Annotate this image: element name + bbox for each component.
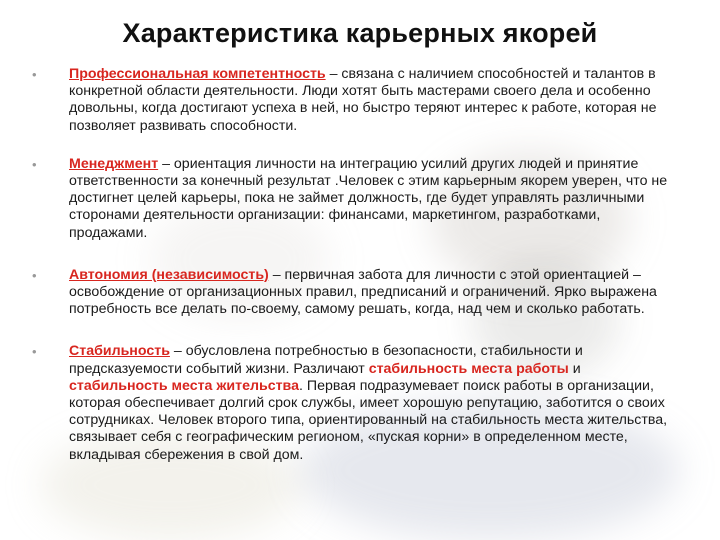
term-professional: Профессиональная компетентность <box>69 66 326 82</box>
bullet-icon: • <box>32 267 37 283</box>
list-item <box>32 156 672 242</box>
list-item <box>32 343 672 463</box>
bullet-icon: • <box>32 67 37 82</box>
item-text: . Первая подразумевает поиск работы в организации, которая обеспечивает долгий срок службы, имеет хорошую репутацию, заботится о своих сотрудниках. Человек второго типа, ориентированный на стабильность места жительства, связывает себя с географическим регионом, «пуская корни» в определенном месте, вкладывая сбережения в свой дом. <box>69 377 668 463</box>
list-item <box>32 66 672 135</box>
term-management: Менеджмент <box>69 155 159 172</box>
item-text: – первичная забота для личности с этой ориентацией – освобождение от организационных правил, предписаний и ограничений. Ярко выражена потребность все делать по-своему, самому решать, когда, над чем и сколько работать. <box>69 266 657 318</box>
anchor-list <box>32 66 672 464</box>
page-title: Характеристика карьерных якорей <box>122 18 598 48</box>
item-text: и <box>568 360 581 377</box>
term-residence-stability: стабильность места жительства <box>69 377 299 394</box>
list-item <box>32 267 672 319</box>
item-text: – ориентация личности на интеграцию усилий других людей и принятие ответственности за конечный результат .Человек с этим карьерным якорем уверен, что не достигнет целей карьеры, пока не займет должность, где будет управлять различными сторонами деятельности организации: финансами, маркетингом, разработками, продажами. <box>69 155 668 241</box>
term-job-stability: стабильность места работы <box>368 360 569 377</box>
item-text: – связана с наличием способностей и талантов в конкретной области деятельности. Люди хотят быть мастерами своего дела и особенно довольны, когда достигают успеха в ней, но быстро теряют интерес к работе, которая не позволяет развивать способности. <box>69 66 657 134</box>
item-text: – обусловлена потребностью в безопасности, стабильности и предсказуемости событий жизни. Различают <box>69 343 583 377</box>
bullet-icon: • <box>32 344 37 360</box>
bullet-icon: • <box>32 156 37 172</box>
term-stability: Стабильность <box>69 343 170 360</box>
term-autonomy: Автономия (независимость) <box>69 266 269 283</box>
